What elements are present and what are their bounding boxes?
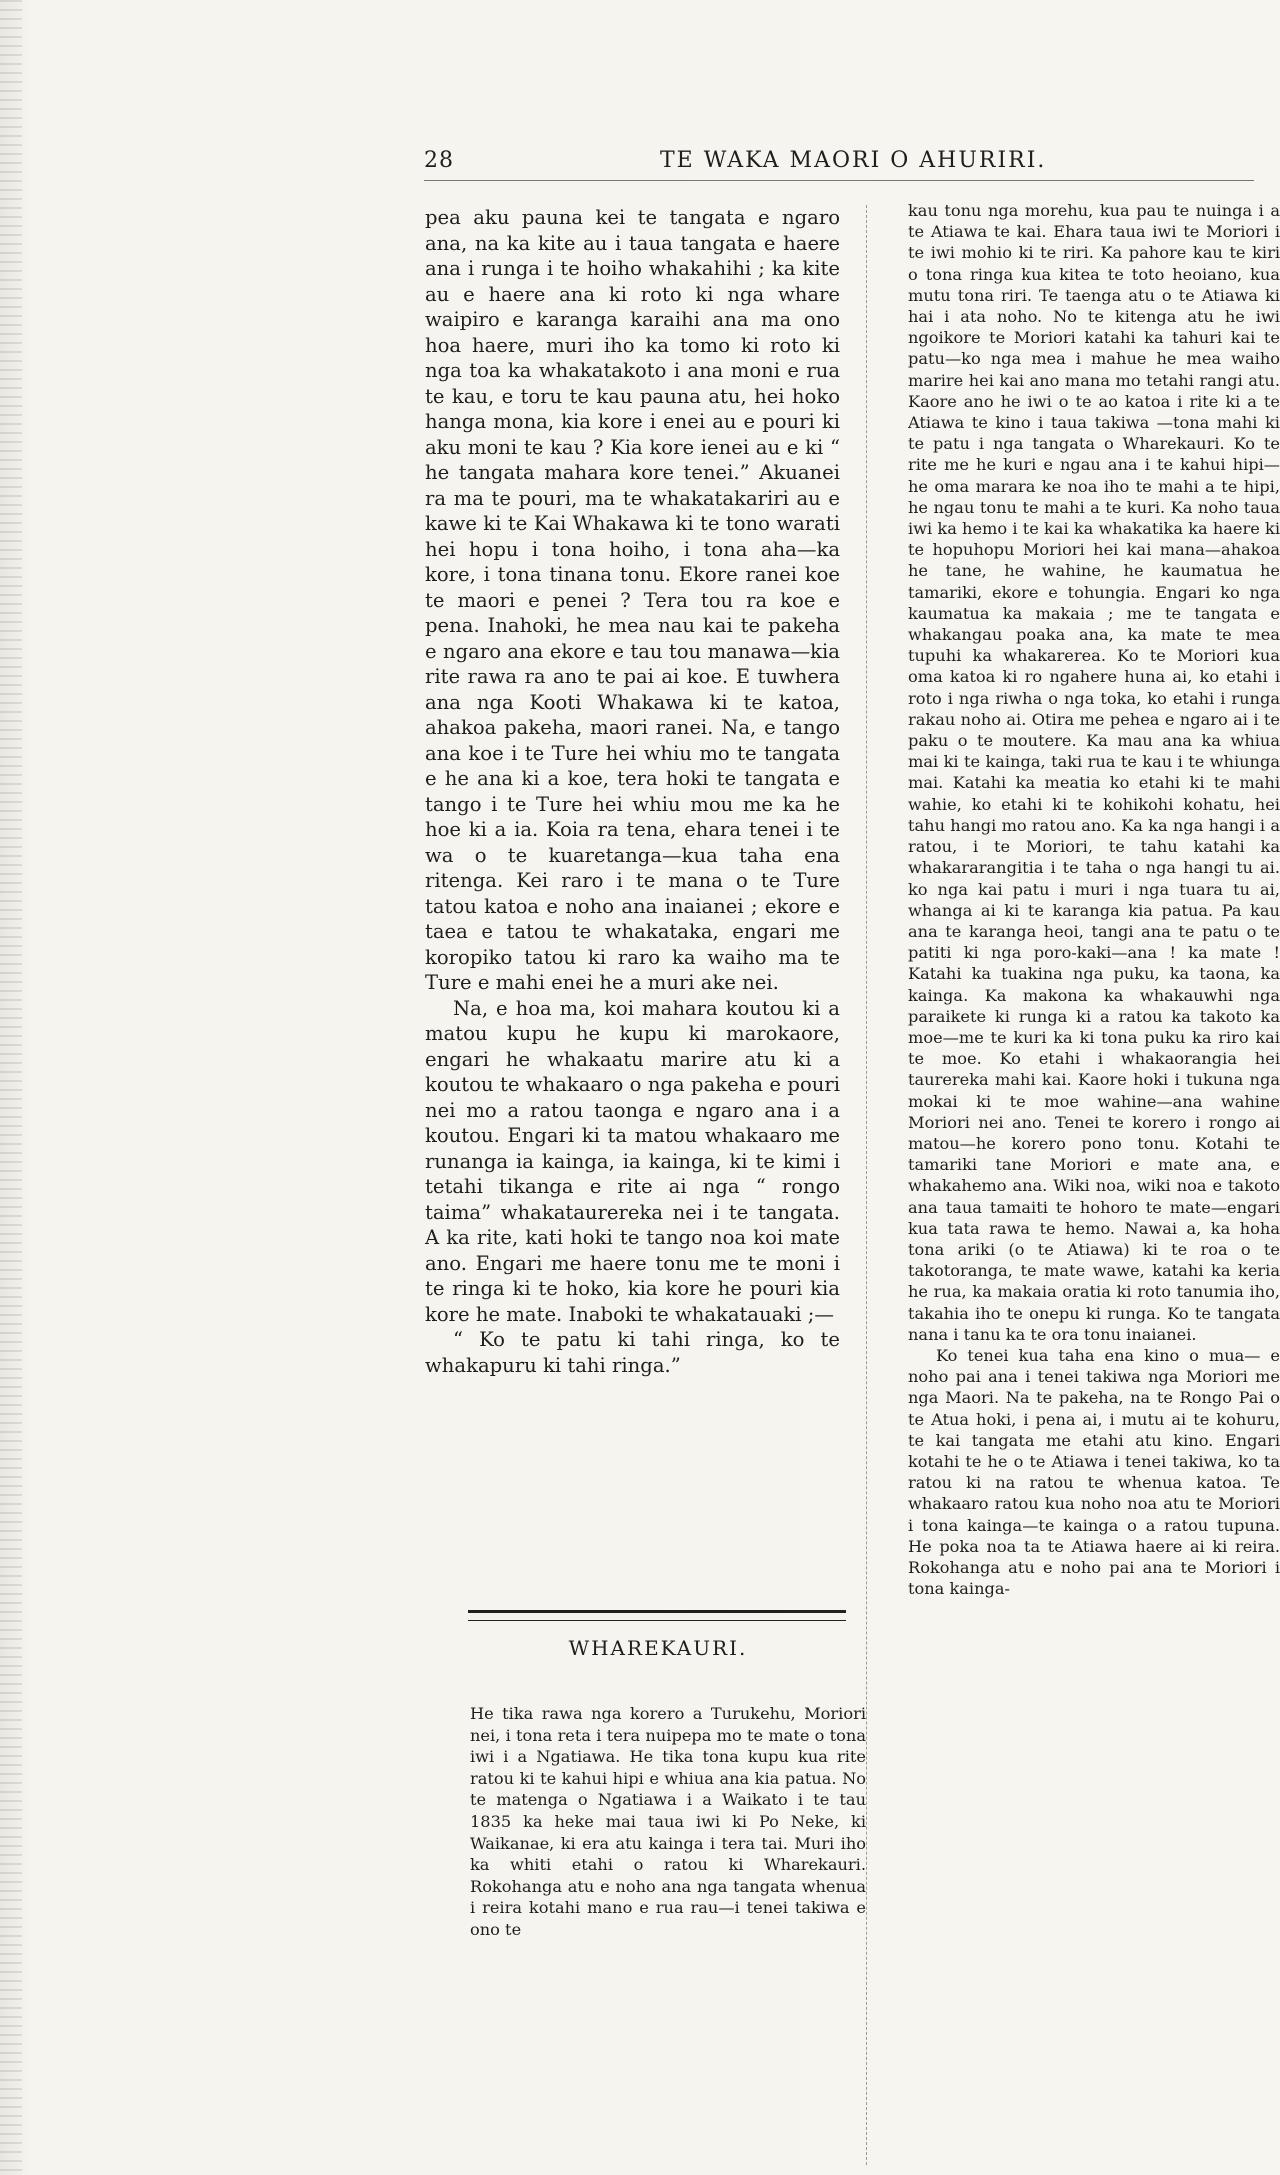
column-divider (866, 205, 867, 2165)
left-column (425, 205, 840, 1378)
section-divider (468, 1610, 846, 1621)
left-paragraph-1: pea aku pauna kei te tangata e ngaro ana, na ka kite au i taua tangata e haere ana i runga i te hoiho whakahihi ; ka kite au e haere ana ki roto ki nga whare waipiro e karanga karaihi ana ma ono hoa haere, muri iho ka tomo ki roto ki nga toa ka whakatakoto i ana moni e rua te kau, e toru te kau pauna atu, hei hoko hanga mona, kia kore i enei au e pouri ki aku moni te kau ? Kia kore ienei au e ki “ he tangata mahara kore tenei.” Akuanei ra ma te pouri, ma te whakatakariri au e kawe ki te Kai Whakawa ki te tono warati hei hopu i tona hoiho, i tona aha—ka kore, i tona tinana tonu. Ekore ranei koe te maori e penei ? Tera tou ra koe e pena. Inahoki, he mea nau kai te pakeha e ngaro ana ekore e tau tou manawa—kia rite rawa ra ano te pai ai koe. E tuwhera ana nga Kooti Whakawa ki te katoa, ahakoa pakeha, maori ranei. Na, e tango ana koe i te Ture hei whiu mo te tangata e he ana ki a koe, tera hoki te tangata e tango i te Ture hei whiu mou me ka he hoe ki a ia. Koia ra tena, ehara tenei i te wa o te kuaretanga—kua taha ena ritenga. Kei raro i te mana o te Ture tatou katoa e noho ana inaianei ; ekore e taea e tatou te whakataka, engari me koropiko tatou ki raro ka waiho ma te Ture e mahi enei he a muri ake nei. (425, 206, 840, 994)
proverb-quote: “ Ko te patu ki tahi ringa, ko te whakapuru ki tahi ringa.” (425, 1328, 840, 1377)
wharekauri-paragraph: He tika rawa nga korero a Turukehu, Moriori nei, i tona reta i tera nuipepa mo te mate o tona iwi i a Ngatiawa. He tika tona kupu kua rite ratou ki te kahui hipi e whiua ana kia patua. No te matenga o Ngatiawa i a Waikato i te tau 1835 ka heke mai taua iwi ki Po Neke, ki Waikanae, ki era atu kainga i tera tai. Muri iho ka whiti etahi o ratou ki Wharekauri. Rokohanga atu e noho ana nga tangata whenua i reira kotahi mano e rua rau—i tenei takiwa e ono te (470, 1704, 866, 1939)
left-paragraph-2: Na, e hoa ma, koi mahara koutou ki a matou kupu he kupu ki marokaore, engari he whakaatu marire atu ki a koutou te whakaaro o nga pakeha e pouri nei mo a ratou taonga e ngaro ana i a koutou. Engari ki ta matou whakaaro me runanga ia kainga, ia kainga, ki te kimi i tetahi tikanga e rite ai nga “ rongo taima” whakataurereka nei i te tangata. A ka rite, kati hoki te tango noa koi mate ano. Engari me haere tonu me te moni i te ringa ki te hoko, kia kore he pouri kia kore he mate. Inaboki te whakatauaki ;— (425, 996, 840, 1326)
right-column (908, 200, 1280, 1599)
binding-edge (0, 0, 22, 2175)
right-paragraph-2: Ko tenei kua taha ena kino o mua— e noho pai ana i tenei takiwa nga Moriori me nga Maori. Na te pakeha, na te Rongo Pai o te Atua hoki, i pena ai, i mutu ai te kohuru, te kai tangata me etahi atu kino. Engari kotahi te he o te Atiawa i tenei takiwa, ko ta ratou ki na ratou te whenua katoa. Te whakaaro ratou kua noho noa atu te Moriori i tona kainga—te kainga o a ratou tupuna. He poka noa ta te Atiawa haere ai ki reira. Rokohanga atu e noho pai ana te Moriori i tona kainga- (908, 1345, 1280, 1599)
running-title: TE WAKA MAORI O AHURIRI. (660, 148, 1047, 173)
page-header (424, 148, 1254, 178)
header-rule (424, 180, 1254, 181)
section-heading: WHAREKAURI. (568, 1636, 748, 1660)
right-paragraph-1: kau tonu nga morehu, kua pau te nuinga i a te Atiawa te kai. Ehara taua iwi te Moriori i te iwi mohio ki te riri. Ka pahore kau te kiri o tona ringa kua kitea te toto heoiano, kua mutu tona riri. Te taenga atu o te Atiawa ki hai i ata noho. No te kitenga atu he iwi ngoikore te Moriori katahi ka tahuri kai te patu—ko nga mea i mahue he mea waiho marire hei kai ano mana mo tetahi rangi atu. Kaore ano he iwi o te ao katoa i rite ki a te Atiawa te kino i taua takiwa —tona mahi ki te patu i nga tangata o Wharekauri. Ko te rite me he kuri e ngau ana i te kahui hipi—he oma marara ke noa iho te mahi a te hipi, he ngau tonu te mahi a te kuri. Ka noho taua iwi ka hemo i te kai ka whakatika ka haere ki te hopuhopu Moriori hei kai mana—ahakoa he tane, he wahine, he kaumatua he tamariki, ekore e tohungia. Engari ko nga kaumatua ka makaia ; me te tangata e whakangau poaka ana, ka mate te mea tupuhi ka whakarerea. Ko te Moriori kua oma katoa ki ro ngahere huna ai, ko etahi i roto i nga riwha o nga toka, ko etahi i runga rakau noho ai. Otira me pehea e ngaro ai i te paku o te moutere. Ka mau ana ka whiua mai ki te kainga, taki rua te kau i te whiunga mai. Katahi ka meatia ko etahi ki te mahi wahie, ko etahi ki te kohikohi kohatu, hei tahu hangi mo ratou ano. Ka ka nga hangi i a ratou, i te Moriori, te tahu katahi ka whakararangitia i te taha o nga hangi tu ai. ko nga kai patu i muri i nga tuara tu ai, whanga ai ki te karanga kia patua. Pa kau ana te karanga heoi, tangi ana te patu o te patiti ki nga poro-kaki—ana ! ka mate ! Katahi ka tuakina nga puku, ka taona, ka kainga. Ka makona ka whakauwhi nga paraikete ki runga ki a ratou ka takoto ka moe—me te kuri ka ki tona puku ka riro kai te moe. Ko etahi i whakaorangia hei taurereka mahi kai. Kaore hoki i tukuna nga mokai ki te moe wahine—ana wahine Moriori nei ano. Tenei te korero i rongo ai matou—he korero pono tonu. Kotahi te tamariki tane Moriori e mate ana, e whakahemo ana. Wiki noa, wiki noa e takoto ana taua tamaiti te hohoro te mate—engari kua tata rawa te hemo. Nawai a, ka hoha tona ariki (o te Atiawa) ki te roa o te takotoranga, te mate wawe, katahi ka keria he rua, ka makaia oratia ki roto tanumia iho, takahia iho te onepu ki runga. Ko te tangata nana i tanu ka te ora tonu inaianei. (908, 201, 1280, 1344)
wharekauri-article (470, 1703, 866, 1941)
page-number: 28 (424, 148, 454, 173)
